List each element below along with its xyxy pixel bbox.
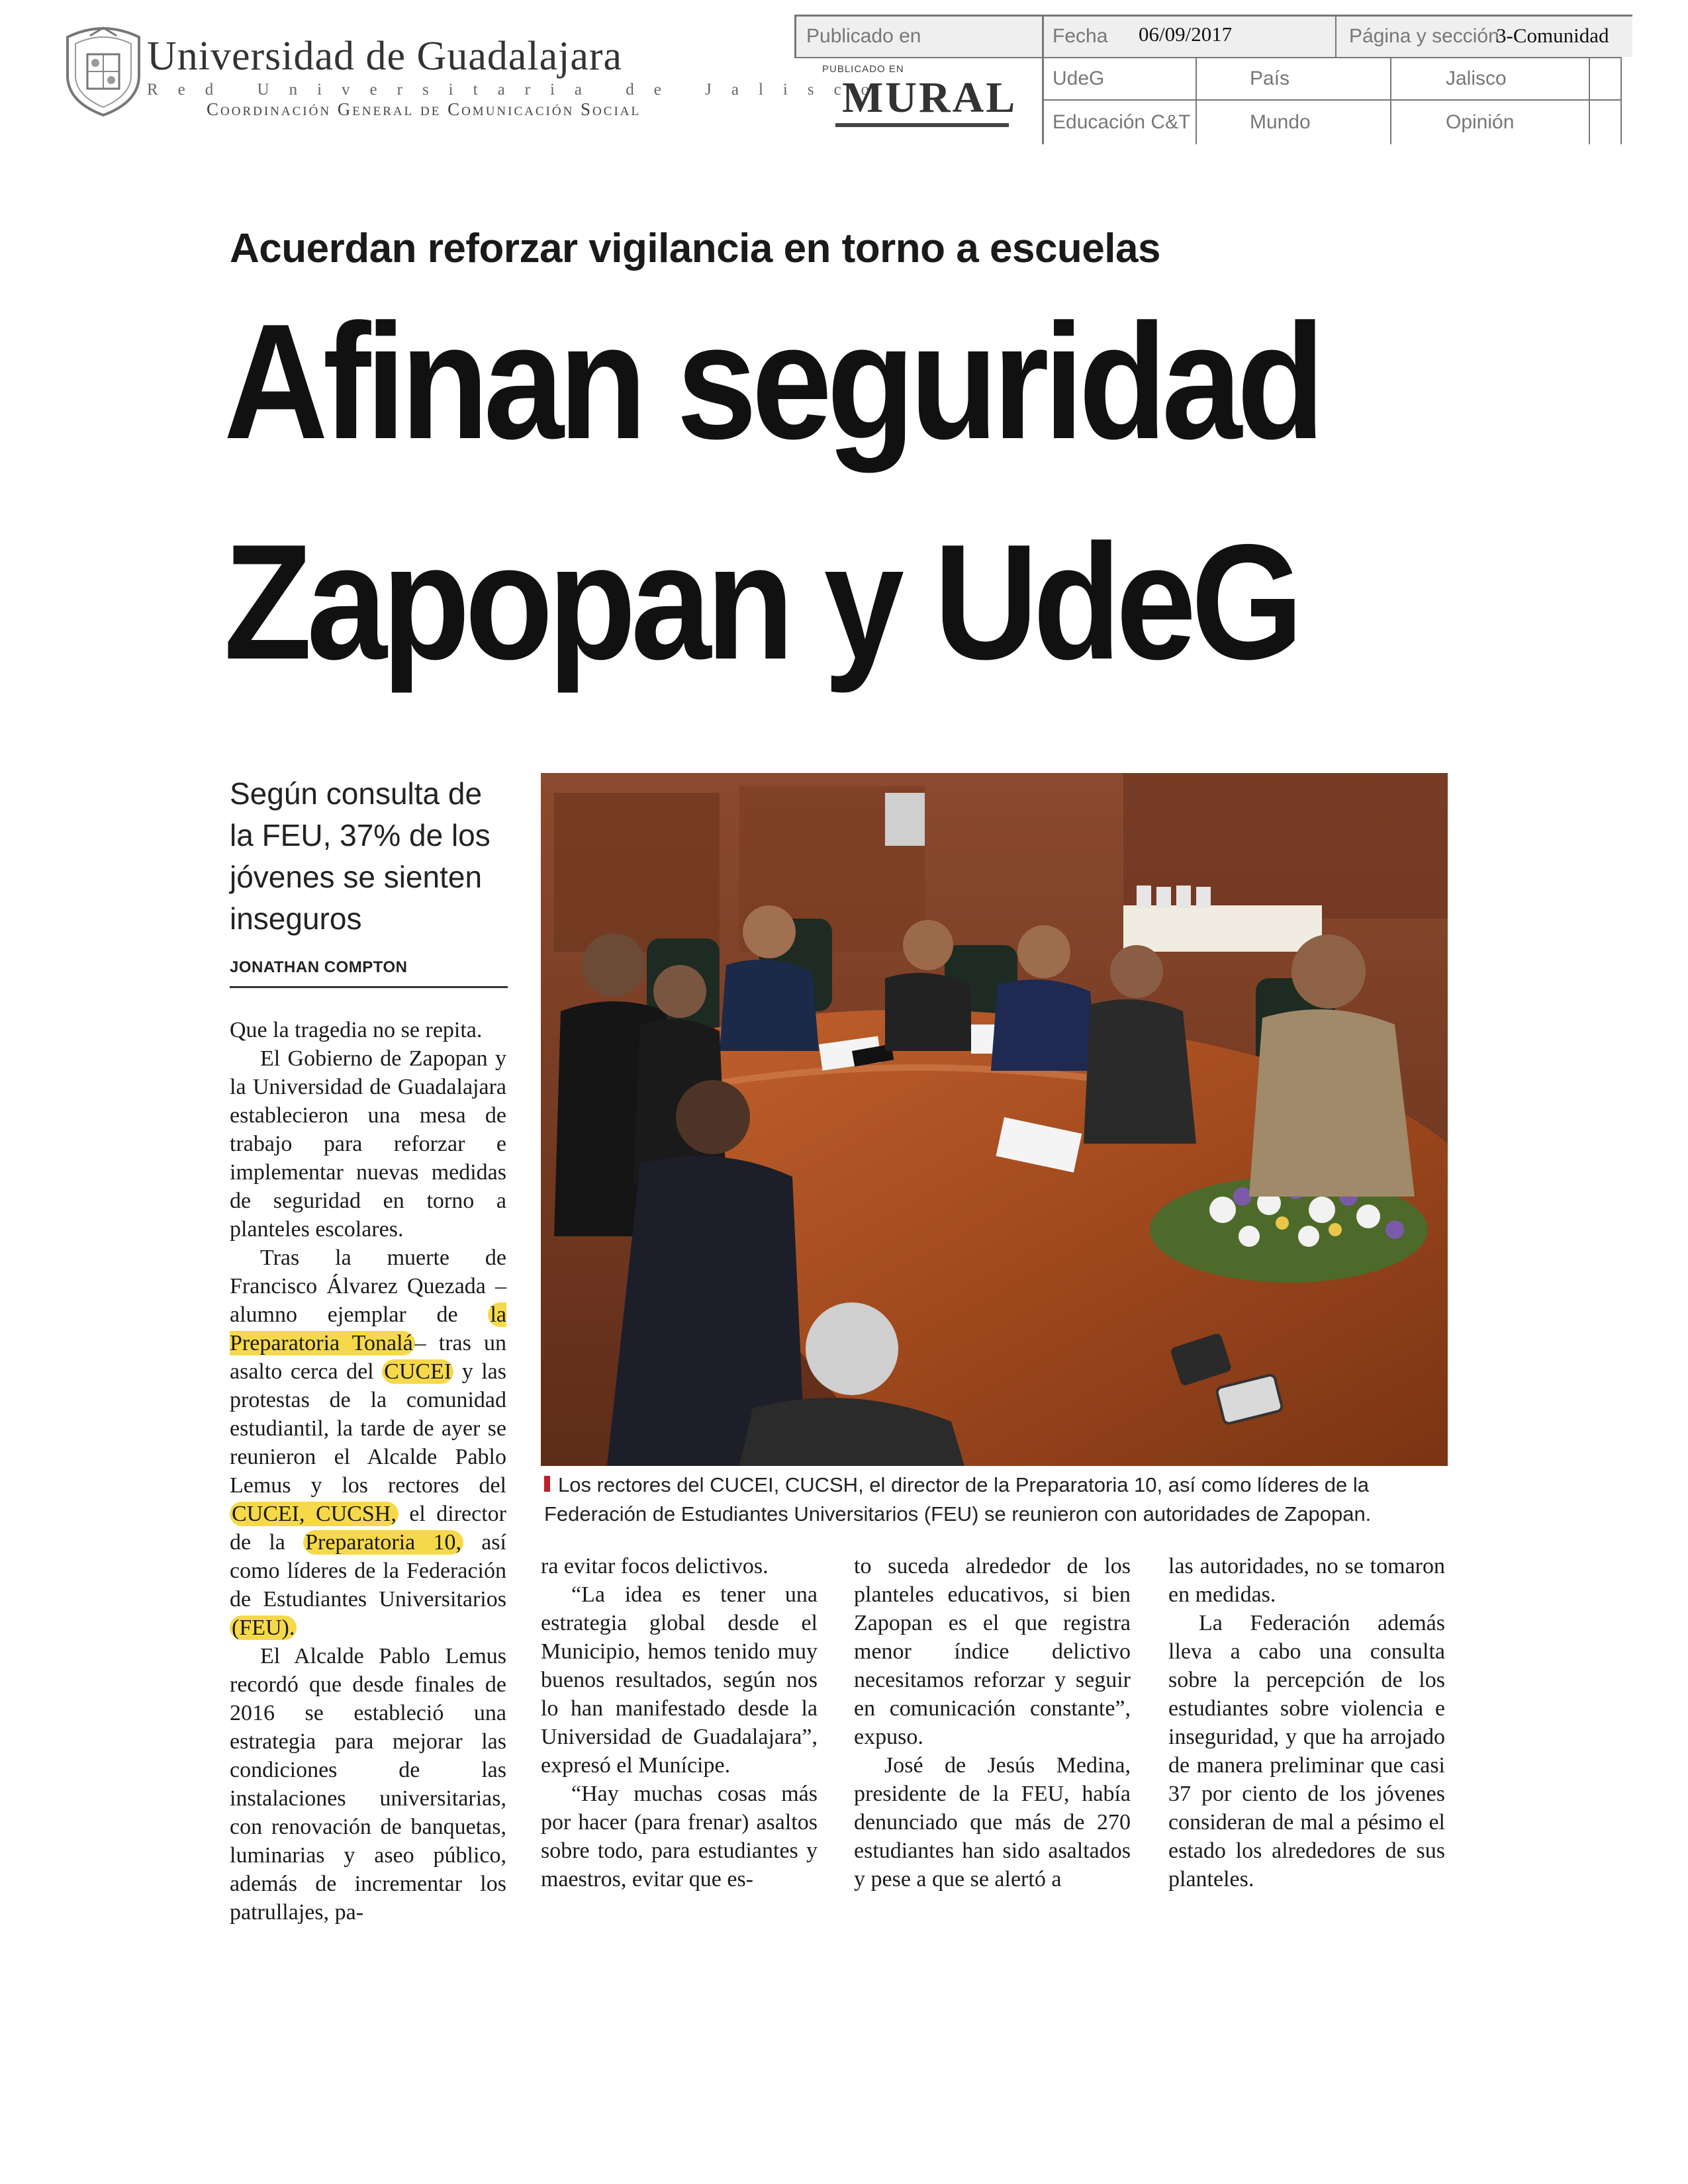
article-byline: JONATHAN COMPTON (230, 958, 408, 976)
network-name: Red Universitaria de Jalisco (147, 81, 890, 99)
university-seal-icon (61, 24, 146, 116)
body-column-4 (1168, 1552, 1445, 1893)
col3-paragraph-1: to suceda alrededor de los planteles educativos, si bien Zapopan es el que registra menor índice delictivo necesitamos reforzar y seguir en comunicación constante”, expuso. (854, 1554, 1131, 1749)
section-educacion: Educación C&T (1053, 111, 1191, 133)
date-value: 06/09/2017 (1139, 23, 1233, 46)
col1-paragraph-2: El Gobierno de Zapopan y la Universidad de Guadalajara establecieron una mesa de trabajo para reforzar e implementar nuevas medidas de seguridad en torno a planteles escolares. (230, 1046, 506, 1242)
photo-caption (544, 1471, 1458, 1529)
highlight-cucei: CUCEI (382, 1359, 453, 1384)
published-in-label: Publicado en (806, 25, 921, 47)
article-kicker: Acuerdan reforzar vigilancia en torno a escuelas (230, 226, 1160, 271)
coordination-name: Coordinación General de Comunicación Social (207, 99, 641, 119)
body-column-1 (230, 1016, 506, 1927)
headline-line-1: Afinan seguridad (224, 289, 1320, 473)
col1-paragraph-1: Que la tragedia no se repita. (230, 1018, 483, 1042)
section-opinion: Opinión (1446, 111, 1515, 133)
col4-paragraph-2: La Federación además lleva a cabo una consulta sobre la percepción de los estudiantes sobre violencia e inseguridad, y que ha arrojado de manera preliminar que casi 37 por ciento de los jóvenes consideran de mal a pésimo el estado los alrededores de sus planteles. (1168, 1611, 1445, 1891)
article-deck: Según consulta de la FEU, 37% de los jóvenes se sienten inseguros (230, 776, 491, 936)
col2-paragraph-2: “La idea es tener una estrategia global desde el Municipio, hemos tenido muy buenos resultados, según nos lo han manifestado desde la Universidad de Guadalajara”, expresó el Munícipe. (541, 1582, 818, 1778)
highlight-preparatoria-tonala: la Preparatoria Tonalá (230, 1302, 506, 1355)
col4-paragraph-1: las autoridades, no se tomaron en medidas. (1168, 1554, 1445, 1607)
meeting-photo (541, 773, 1448, 1466)
section-pais: País (1250, 68, 1290, 89)
byline-rule (230, 986, 508, 988)
caption-marker (544, 1476, 550, 1492)
highlight-preparatoria-10: Preparatoria 10, (303, 1530, 463, 1555)
highlight-feu: (FEU). (230, 1615, 297, 1640)
newspaper-logo: MURAL (842, 73, 1017, 122)
col3-paragraph-2: José de Jesús Medina, presidente de la FEU, había denunciado que más de 270 estudiantes han sido asaltados y pese a que se alertó a (854, 1753, 1131, 1891)
date-label: Fecha (1053, 25, 1108, 47)
page-label: Página y sección (1349, 25, 1499, 47)
col1-paragraph-3: Tras la muerte de Francisco Álvarez Quezada –alumno ejemplar de la Preparatoria Tonalá– tras un asalto cerca del CUCEI y las protestas de la comunidad estudiantil, la tarde de ayer se reunieron el Alcalde Pablo Lemus y los rectores del CUCEI, CUCSH, el director de la Preparatoria 10, así como líderes de la Federación de Estudiantes Universitarios (FEU). (230, 1246, 507, 1640)
headline-line-2: Zapopan y UdeG (224, 510, 1299, 694)
caption-text: Los rectores del CUCEI, CUCSH, el director de la Preparatoria 10, así como líderes de la Federación de Estudiantes Universitarios (FEU) se reunieron con autoridades de Zapopan. (544, 1473, 1372, 1525)
publication-table (794, 15, 1632, 144)
published-small-label: PUBLICADO EN (822, 64, 904, 75)
body-column-3 (854, 1552, 1131, 1893)
body-column-2 (541, 1552, 818, 1893)
col2-paragraph-3: “Hay muchas cosas más por hacer (para frenar) asaltos sobre todo, para estudiantes y maestros, evitar que es- (541, 1782, 818, 1891)
section-mundo: Mundo (1250, 111, 1311, 133)
highlight-cucei-cucsh: CUCEI, CUCSH, (230, 1502, 399, 1526)
page-value: 3-Comunidad (1496, 24, 1609, 47)
col1-paragraph-4: El Alcalde Pablo Lemus recordó que desde finales de 2016 se estableció una estrategia para mejorar las condiciones de las instalaciones universitarias, con renovación de banquetas, luminarias y aseo público, además de incrementar los patrullajes, pa- (230, 1644, 506, 1925)
section-udeg: UdeG (1053, 68, 1105, 89)
col2-paragraph-1: ra evitar focos delictivos. (541, 1554, 769, 1578)
section-jalisco: Jalisco (1446, 68, 1507, 89)
university-name: Universidad de Guadalajara (147, 34, 623, 79)
